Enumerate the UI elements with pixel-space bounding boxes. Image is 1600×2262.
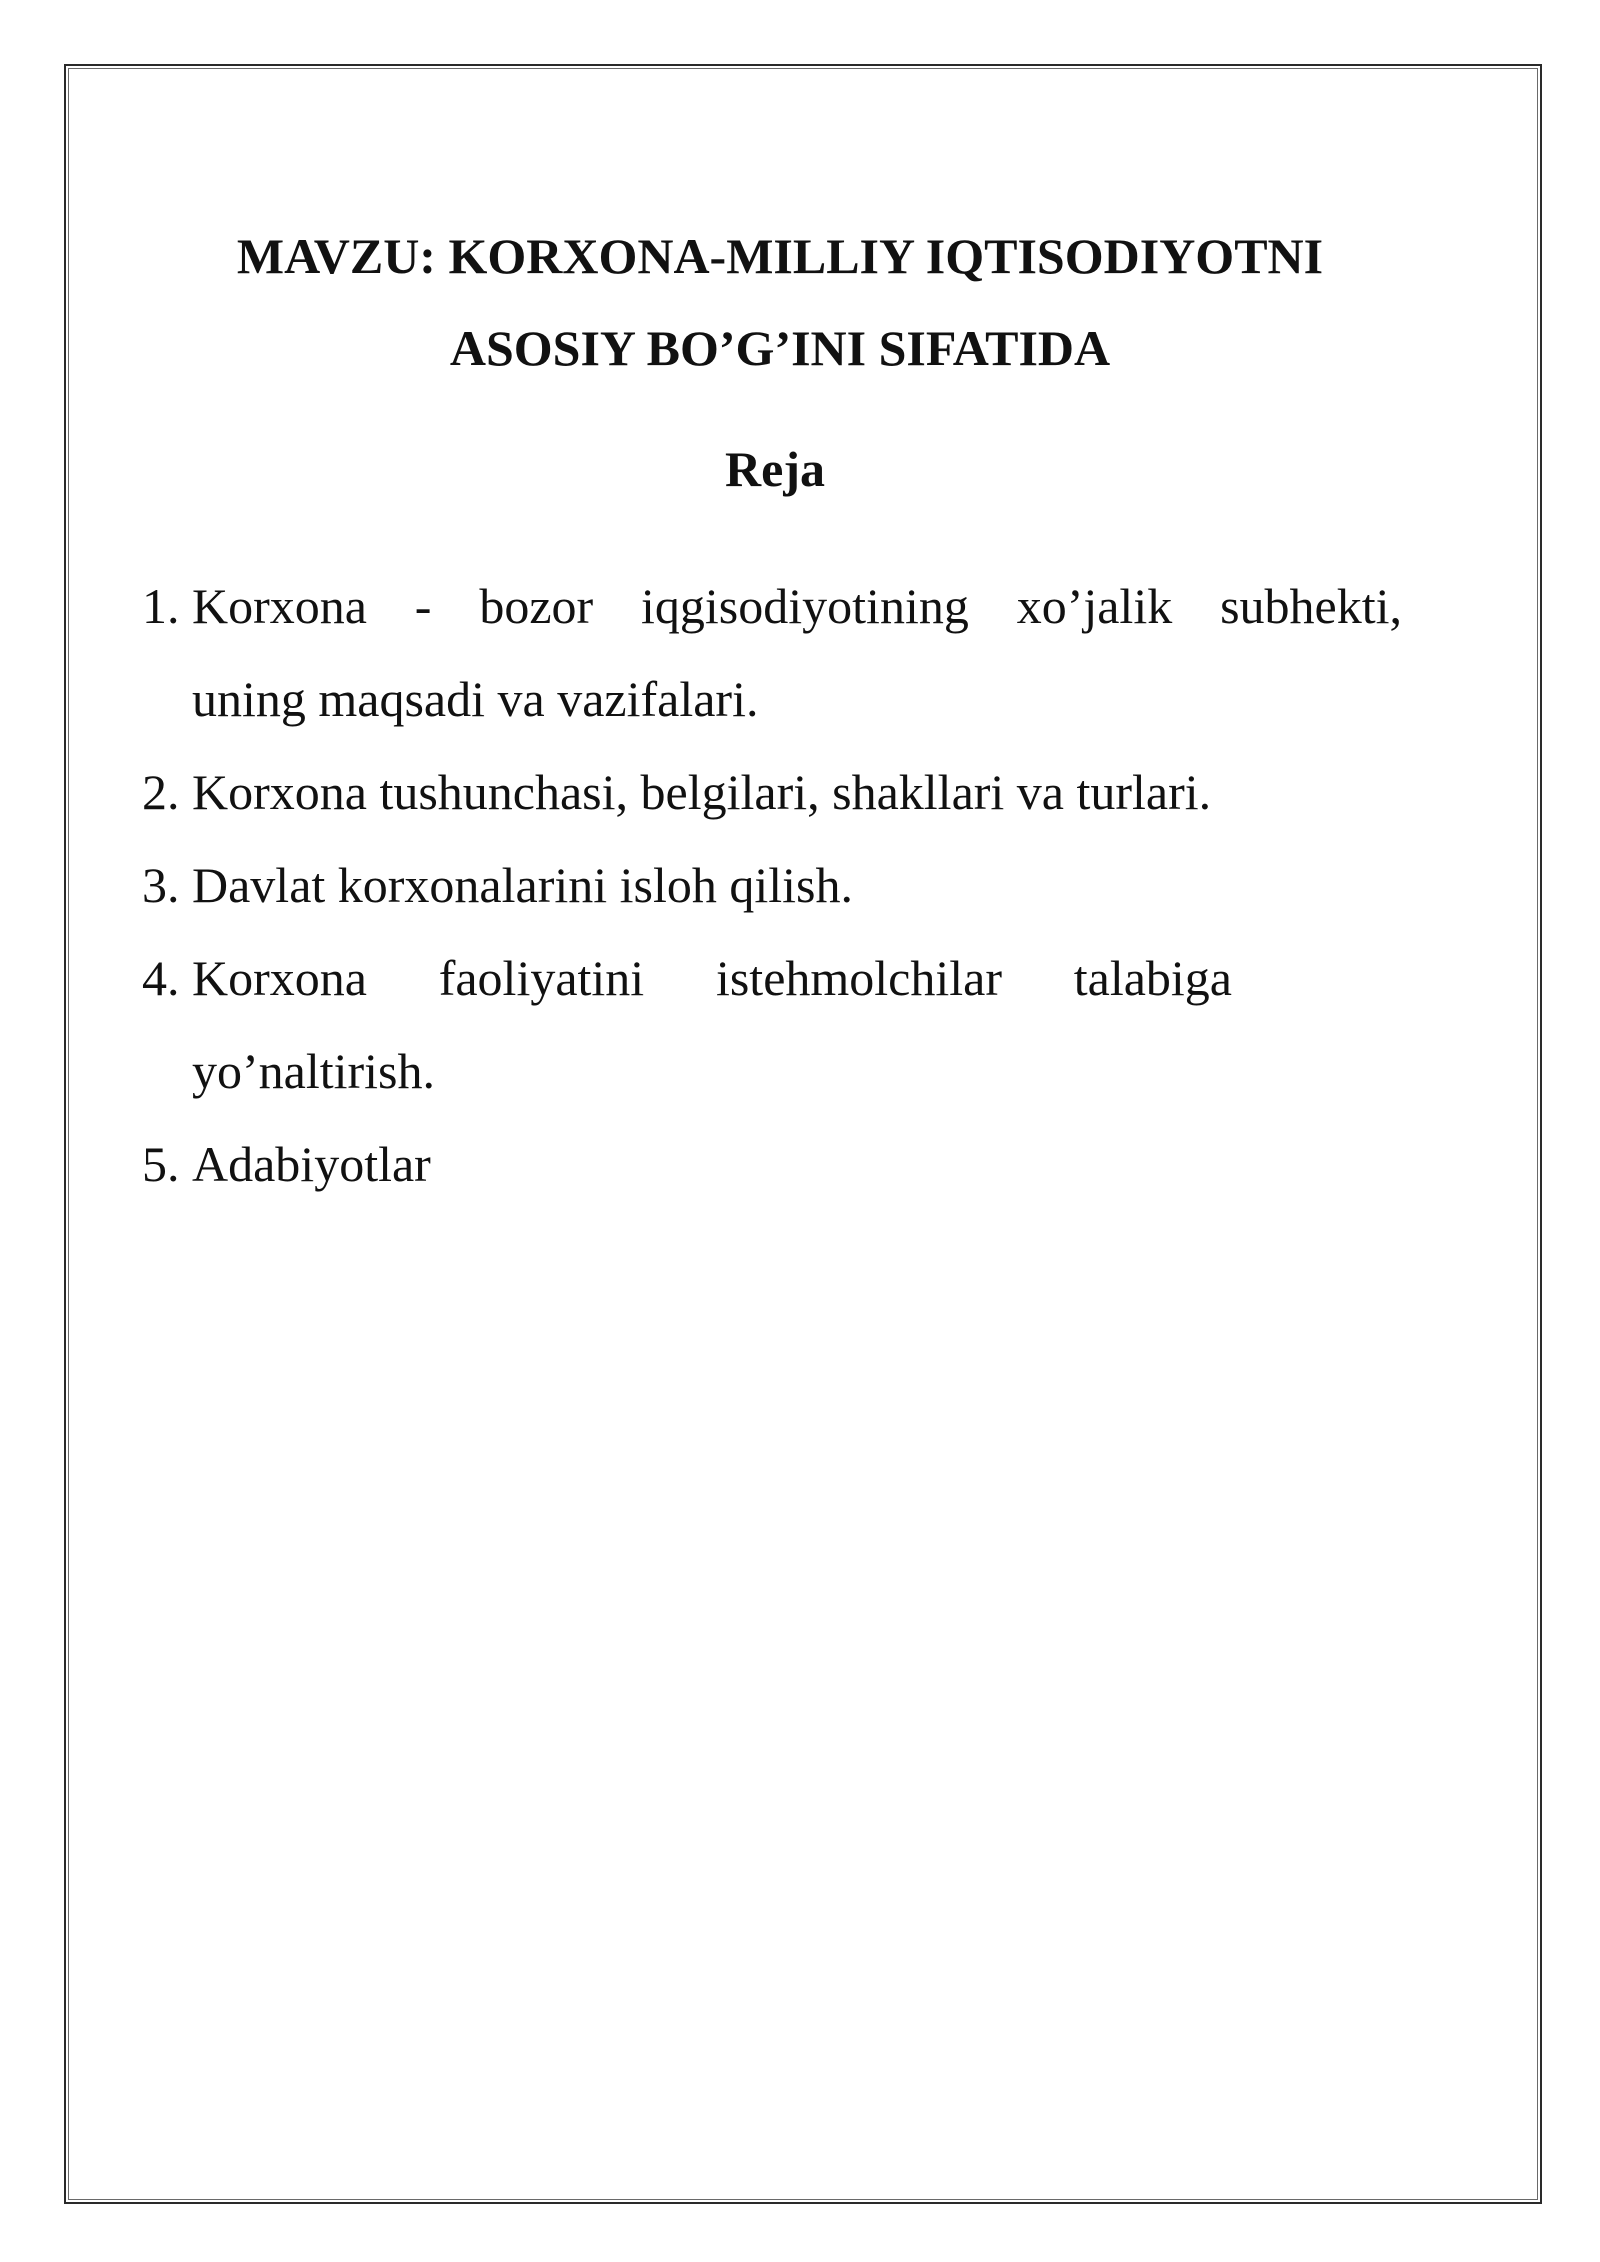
plan-item-1 [142, 560, 1402, 746]
plan-item-line: Adabiyotlar [192, 1136, 431, 1192]
page-title [0, 210, 1560, 394]
plan-item-line: Korxona - bozor iqgisodiyotining xo’jalik subhekti, [192, 578, 1402, 634]
plan-item-3 [142, 839, 1402, 932]
plan-item-text [192, 839, 1402, 932]
plan-item-2 [142, 746, 1402, 839]
plan-item-number: 1. [142, 578, 180, 634]
plan-item-text [192, 560, 1402, 746]
plan-item-text [192, 932, 1402, 1118]
plan-list [142, 560, 1402, 1211]
plan-item-number: 3. [142, 857, 180, 913]
plan-item-line: Korxona faoliyatini istehmolchilar talabiga [192, 950, 1232, 1006]
plan-item-line: uning maqsadi va vazifalari. [192, 671, 759, 727]
title-line-2: ASOSIY BO’G’INI SIFATIDA [449, 320, 1111, 376]
plan-item-number: 4. [142, 950, 180, 1006]
plan-heading: Reja [725, 441, 825, 497]
plan-item-line: yo’naltirish. [192, 1043, 436, 1099]
plan-item-number: 5. [142, 1136, 180, 1192]
title-line-1: MAVZU: KORXONA-MILLIY IQTISODIYOTNI [236, 228, 1324, 284]
plan-item-text [192, 1118, 1402, 1211]
plan-item-number: 2. [142, 764, 180, 820]
plan-item-line: Korxona tushunchasi, belgilari, shakllari va turlari. [192, 764, 1212, 820]
plan-item-4 [142, 932, 1402, 1118]
plan-item-5 [142, 1118, 1402, 1211]
plan-item-text [192, 746, 1402, 839]
plan-item-line: Davlat korxonalarini isloh qilish. [192, 857, 854, 913]
